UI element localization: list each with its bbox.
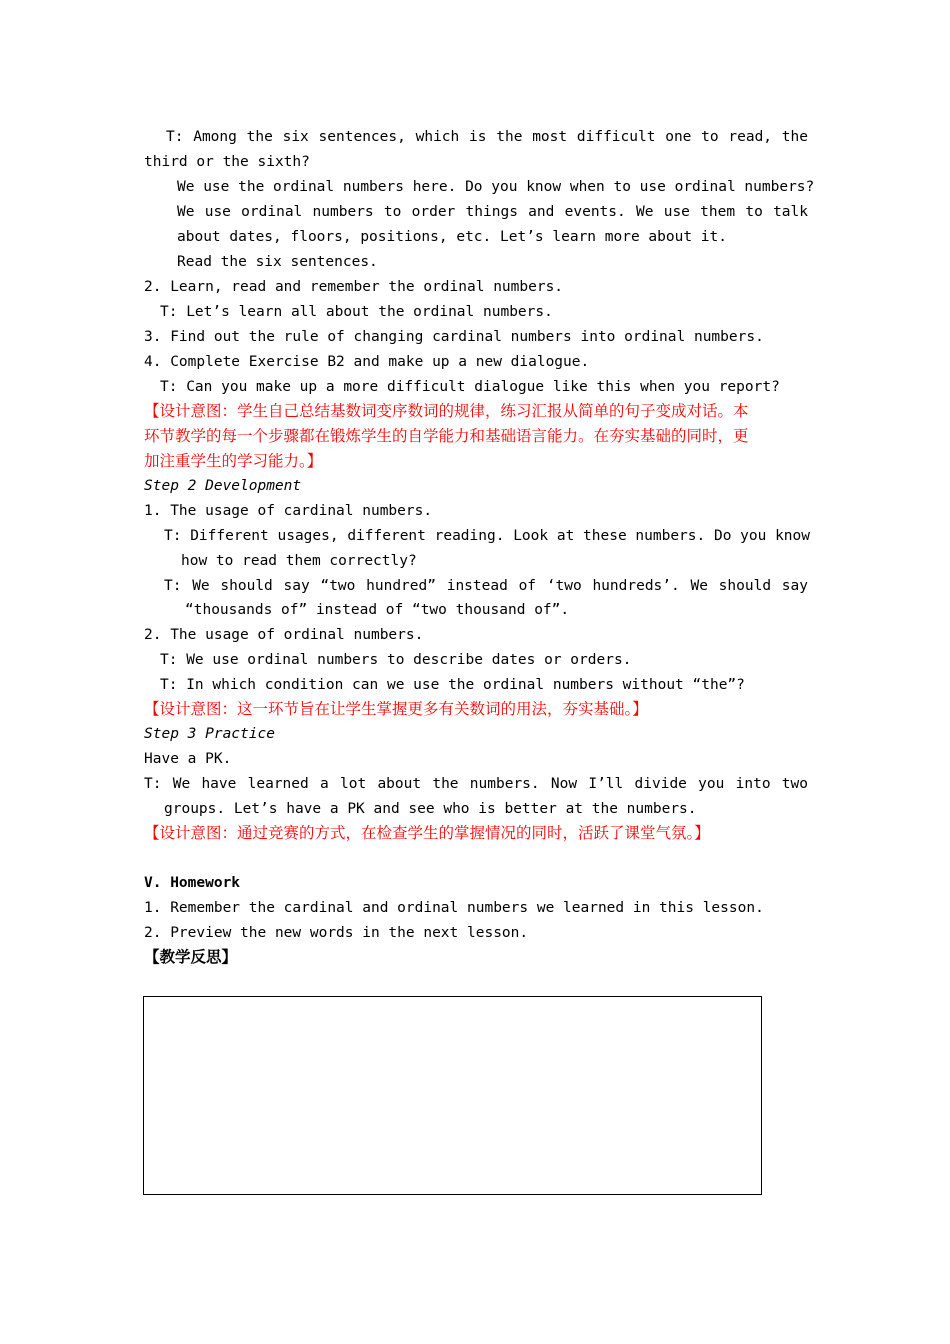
step-heading: Step 3 Practice: [144, 726, 275, 742]
text-line: third or the sixth?: [144, 154, 310, 170]
text-line: T: We use ordinal numbers to describe dates or orders.: [160, 652, 632, 668]
text-line: Read the six sentences.: [177, 254, 378, 270]
text-line: groups. Let’s have a PK and see who is better at the numbers.: [164, 801, 697, 817]
text-line: T: In which condition can we use the ordinal numbers without “the”?: [160, 677, 745, 693]
list-item: 1. Remember the cardinal and ordinal numbers we learned in this lesson.: [144, 900, 764, 916]
text-line: T: Different usages, different reading. Look at these numbers. Do you know: [164, 528, 811, 544]
list-item: 2. Learn, read and remember the ordinal numbers.: [144, 279, 564, 295]
design-intent-note: 【设计意图：学生自己总结基数词变序数词的规律，练习汇报从简单的句子变成对话。本: [144, 402, 749, 420]
design-intent-note: 【设计意图：这一环节旨在让学生掌握更多有关数词的用法，夯实基础。】: [144, 700, 648, 718]
list-item: 2. The usage of ordinal numbers.: [144, 627, 424, 643]
text-line: about dates, floors, positions, etc. Let’s learn more about it.: [177, 229, 727, 245]
text-line: T: We have learned a lot about the numbers. Now I’ll divide you into two: [144, 776, 808, 792]
reflection-box: [143, 996, 762, 1195]
design-intent-note: 【设计意图：通过竞赛的方式，在检查学生的掌握情况的同时，活跃了课堂气氛。】: [144, 824, 710, 842]
list-item: 4. Complete Exercise B2 and make up a new dialogue.: [144, 354, 590, 370]
text-line: Have a PK.: [144, 751, 232, 767]
text-line: T: Let’s learn all about the ordinal numbers.: [160, 304, 553, 320]
text-line: We use ordinal numbers to order things and events. We use them to talk: [177, 204, 808, 220]
text-line: T: Among the six sentences, which is the most difficult one to read, the: [166, 129, 808, 145]
step-heading: Step 2 Development: [144, 478, 302, 494]
design-intent-note: 加注重学生的学习能力。】: [144, 452, 323, 470]
text-line: “thousands of” instead of “two thousand of”.: [185, 602, 570, 618]
section-heading: V. Homework: [144, 875, 241, 891]
design-intent-note: 环节教学的每一个步骤都在锻炼学生的自学能力和基础语言能力。在夯实基础的同时，更: [144, 427, 749, 445]
list-item: 2. Preview the new words in the next lesson.: [144, 925, 529, 941]
reflection-heading: 【教学反思】: [144, 948, 238, 966]
text-line: T: We should say “two hundred” instead of ‘two hundreds’. We should say: [164, 578, 808, 594]
list-item: 3. Find out the rule of changing cardinal numbers into ordinal numbers.: [144, 329, 764, 345]
list-item: 1. The usage of cardinal numbers.: [144, 503, 433, 519]
text-line: how to read them correctly?: [181, 553, 417, 569]
text-line: We use the ordinal numbers here. Do you know when to use ordinal numbers?: [177, 179, 815, 195]
text-line: T: Can you make up a more difficult dialogue like this when you report?: [160, 379, 780, 395]
